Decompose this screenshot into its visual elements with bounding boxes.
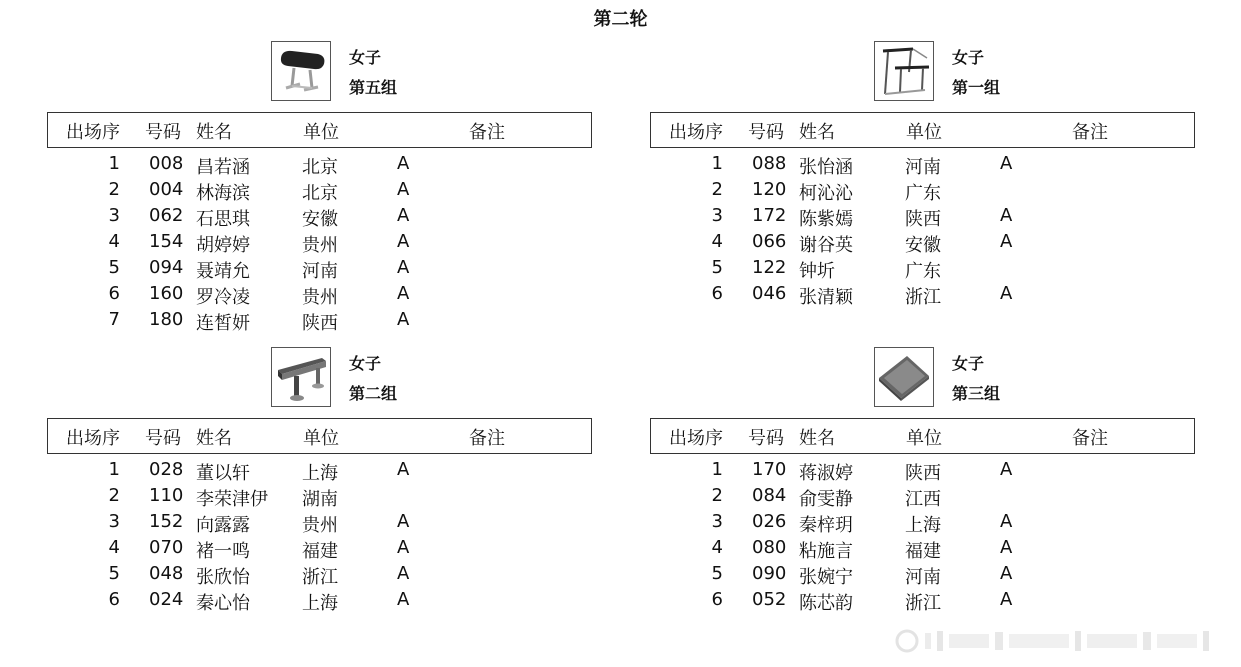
- header-unit: 单位: [303, 122, 339, 143]
- cell-name: 张清颖: [799, 287, 853, 308]
- cell-order: 6: [108, 589, 120, 610]
- cell-order: 2: [108, 485, 120, 506]
- cell-number: 080: [752, 537, 787, 558]
- cell-number: 172: [752, 205, 787, 226]
- table-row: [47, 511, 592, 537]
- table-row: [47, 283, 592, 309]
- cell-mark: A: [1000, 205, 1013, 226]
- group-gender: 女子: [952, 354, 985, 373]
- cell-number: 170: [752, 459, 787, 480]
- cell-unit: 河南: [302, 261, 338, 282]
- cell-unit: 河南: [905, 157, 941, 178]
- cell-number: 110: [149, 485, 184, 506]
- cell-unit: 安徽: [905, 235, 941, 256]
- cell-unit: 福建: [905, 541, 941, 562]
- cell-number: 120: [752, 179, 787, 200]
- cell-name: 褚一鸣: [196, 541, 250, 562]
- header-name: 姓名: [799, 122, 835, 143]
- cell-mark: A: [1000, 153, 1013, 174]
- cell-number: 152: [149, 511, 184, 532]
- cell-mark: A: [397, 205, 410, 226]
- cell-order: 2: [711, 485, 723, 506]
- table-header: [47, 112, 592, 148]
- header-unit: 单位: [906, 122, 942, 143]
- cell-order: 3: [711, 511, 723, 532]
- cell-name: 李荣津伊: [196, 489, 268, 510]
- cell-unit: 陕西: [905, 209, 941, 230]
- table-header: [650, 112, 1195, 148]
- table-header: [650, 418, 1195, 454]
- cell-mark: A: [397, 257, 410, 278]
- table-body: [650, 153, 1195, 309]
- table-row: [650, 485, 1195, 511]
- cell-unit: 浙江: [905, 593, 941, 614]
- table-row: [650, 459, 1195, 485]
- table-row: [650, 511, 1195, 537]
- cell-order: 1: [711, 153, 723, 174]
- group-gender: 女子: [952, 48, 985, 67]
- cell-mark: A: [397, 179, 410, 200]
- cell-unit: 贵州: [302, 287, 338, 308]
- cell-order: 7: [108, 309, 120, 330]
- cell-number: 028: [149, 459, 184, 480]
- cell-number: 160: [149, 283, 184, 304]
- cell-unit: 安徽: [302, 209, 338, 230]
- cell-order: 6: [711, 589, 723, 610]
- cell-mark: A: [1000, 589, 1013, 610]
- cell-number: 008: [149, 153, 184, 174]
- cell-unit: 河南: [905, 567, 941, 588]
- cell-unit: 北京: [302, 183, 338, 204]
- group-number: 第一组: [952, 78, 1001, 97]
- cell-number: 024: [149, 589, 184, 610]
- table-body: [47, 153, 592, 335]
- cell-name: 林海滨: [196, 183, 250, 204]
- cell-number: 004: [149, 179, 184, 200]
- cell-unit: 贵州: [302, 515, 338, 536]
- cell-mark: A: [397, 283, 410, 304]
- header-note: 备注: [469, 428, 505, 449]
- cell-unit: 上海: [302, 463, 338, 484]
- vault-icon: [272, 42, 330, 100]
- cell-order: 5: [711, 563, 723, 584]
- header-name: 姓名: [799, 428, 835, 449]
- table-row: [650, 283, 1195, 309]
- table-row: [47, 179, 592, 205]
- cell-mark: A: [397, 589, 410, 610]
- cell-number: 052: [752, 589, 787, 610]
- cell-mark: A: [1000, 283, 1013, 304]
- cell-number: 154: [149, 231, 184, 252]
- group-number: 第五组: [349, 78, 398, 97]
- table-row: [650, 179, 1195, 205]
- cell-mark: A: [397, 537, 410, 558]
- table-row: [47, 459, 592, 485]
- cell-name: 董以轩: [196, 463, 250, 484]
- cell-order: 2: [711, 179, 723, 200]
- cell-name: 昌若涵: [196, 157, 250, 178]
- header-note: 备注: [469, 122, 505, 143]
- table-body: [650, 459, 1195, 615]
- table-row: [650, 537, 1195, 563]
- cell-name: 张怡涵: [799, 157, 853, 178]
- group-number: 第三组: [952, 384, 1001, 403]
- cell-order: 2: [108, 179, 120, 200]
- cell-unit: 福建: [302, 541, 338, 562]
- floor-exercise-icon: [875, 348, 933, 406]
- cell-name: 连皙妍: [196, 313, 250, 334]
- cell-name: 向露露: [196, 515, 250, 536]
- cell-mark: A: [1000, 537, 1013, 558]
- cell-order: 4: [108, 231, 120, 252]
- cell-unit: 上海: [302, 593, 338, 614]
- cell-order: 3: [108, 205, 120, 226]
- cell-order: 3: [711, 205, 723, 226]
- rotation-group: [47, 347, 592, 647]
- cell-name: 罗冷凌: [196, 287, 250, 308]
- cell-order: 1: [711, 459, 723, 480]
- watermark: [895, 628, 1230, 654]
- table-body: [47, 459, 592, 615]
- group-gender: 女子: [349, 48, 382, 67]
- balance-beam-icon: [272, 348, 330, 406]
- cell-name: 粘施言: [799, 541, 853, 562]
- cell-number: 084: [752, 485, 787, 506]
- table-row: [47, 563, 592, 589]
- cell-number: 090: [752, 563, 787, 584]
- cell-name: 柯沁沁: [799, 183, 853, 204]
- cell-unit: 贵州: [302, 235, 338, 256]
- header-number: 号码: [748, 428, 784, 449]
- header-number: 号码: [145, 122, 181, 143]
- cell-mark: A: [1000, 459, 1013, 480]
- table-row: [47, 589, 592, 615]
- cell-order: 5: [108, 257, 120, 278]
- table-row: [47, 537, 592, 563]
- header-order: 出场序: [669, 122, 723, 143]
- cell-number: 070: [149, 537, 184, 558]
- header-order: 出场序: [66, 122, 120, 143]
- cell-unit: 广东: [905, 261, 941, 282]
- table-row: [650, 563, 1195, 589]
- cell-mark: A: [1000, 511, 1013, 532]
- cell-order: 5: [108, 563, 120, 584]
- table-row: [47, 205, 592, 231]
- table-header: [47, 418, 592, 454]
- apparatus-box: [271, 347, 331, 407]
- cell-number: 094: [149, 257, 184, 278]
- cell-mark: A: [397, 231, 410, 252]
- apparatus-box: [874, 347, 934, 407]
- cell-unit: 上海: [905, 515, 941, 536]
- header-unit: 单位: [303, 428, 339, 449]
- cell-unit: 浙江: [905, 287, 941, 308]
- header-unit: 单位: [906, 428, 942, 449]
- cell-name: 俞雯静: [799, 489, 853, 510]
- table-row: [47, 153, 592, 179]
- cell-number: 180: [149, 309, 184, 330]
- cell-mark: A: [397, 153, 410, 174]
- cell-number: 026: [752, 511, 787, 532]
- apparatus-box: [874, 41, 934, 101]
- cell-mark: A: [397, 511, 410, 532]
- group-number: 第二组: [349, 384, 398, 403]
- cell-unit: 陕西: [302, 313, 338, 334]
- cell-number: 062: [149, 205, 184, 226]
- cell-order: 3: [108, 511, 120, 532]
- header-order: 出场序: [66, 428, 120, 449]
- rotation-group: [650, 347, 1195, 647]
- cell-order: 5: [711, 257, 723, 278]
- cell-name: 钟圻: [799, 261, 835, 282]
- cell-name: 蒋淑婷: [799, 463, 853, 484]
- cell-mark: A: [397, 563, 410, 584]
- rotation-group: [650, 41, 1195, 341]
- header-note: 备注: [1072, 122, 1108, 143]
- cell-number: 048: [149, 563, 184, 584]
- cell-order: 4: [711, 231, 723, 252]
- header-number: 号码: [748, 122, 784, 143]
- cell-mark: A: [397, 459, 410, 480]
- cell-name: 陈紫嫣: [799, 209, 853, 230]
- cell-name: 聂靖允: [196, 261, 250, 282]
- table-row: [47, 257, 592, 283]
- cell-unit: 广东: [905, 183, 941, 204]
- cell-name: 张婉宁: [799, 567, 853, 588]
- cell-unit: 江西: [905, 489, 941, 510]
- group-gender: 女子: [349, 354, 382, 373]
- rotation-group: [47, 41, 592, 341]
- cell-order: 1: [108, 459, 120, 480]
- cell-number: 046: [752, 283, 787, 304]
- cell-order: 4: [108, 537, 120, 558]
- cell-mark: A: [1000, 563, 1013, 584]
- cell-unit: 湖南: [302, 489, 338, 510]
- uneven-bars-icon: [875, 42, 933, 100]
- table-row: [47, 485, 592, 511]
- cell-name: 陈芯韵: [799, 593, 853, 614]
- cell-number: 088: [752, 153, 787, 174]
- cell-name: 谢谷英: [799, 235, 853, 256]
- header-note: 备注: [1072, 428, 1108, 449]
- apparatus-box: [271, 41, 331, 101]
- table-row: [650, 257, 1195, 283]
- table-row: [650, 153, 1195, 179]
- header-order: 出场序: [669, 428, 723, 449]
- cell-order: 4: [711, 537, 723, 558]
- cell-name: 胡婷婷: [196, 235, 250, 256]
- cell-unit: 浙江: [302, 567, 338, 588]
- cell-name: 石思琪: [196, 209, 250, 230]
- page-title: 第二轮: [593, 9, 648, 30]
- header-number: 号码: [145, 428, 181, 449]
- cell-order: 6: [711, 283, 723, 304]
- table-row: [650, 231, 1195, 257]
- cell-order: 6: [108, 283, 120, 304]
- table-row: [650, 205, 1195, 231]
- cell-name: 秦梓玥: [799, 515, 853, 536]
- table-row: [47, 231, 592, 257]
- cell-mark: A: [1000, 231, 1013, 252]
- header-name: 姓名: [196, 428, 232, 449]
- cell-name: 秦心怡: [196, 593, 250, 614]
- cell-unit: 北京: [302, 157, 338, 178]
- table-row: [47, 309, 592, 335]
- cell-order: 1: [108, 153, 120, 174]
- cell-number: 066: [752, 231, 787, 252]
- cell-number: 122: [752, 257, 787, 278]
- header-name: 姓名: [196, 122, 232, 143]
- cell-unit: 陕西: [905, 463, 941, 484]
- cell-name: 张欣怡: [196, 567, 250, 588]
- table-row: [650, 589, 1195, 615]
- cell-mark: A: [397, 309, 410, 330]
